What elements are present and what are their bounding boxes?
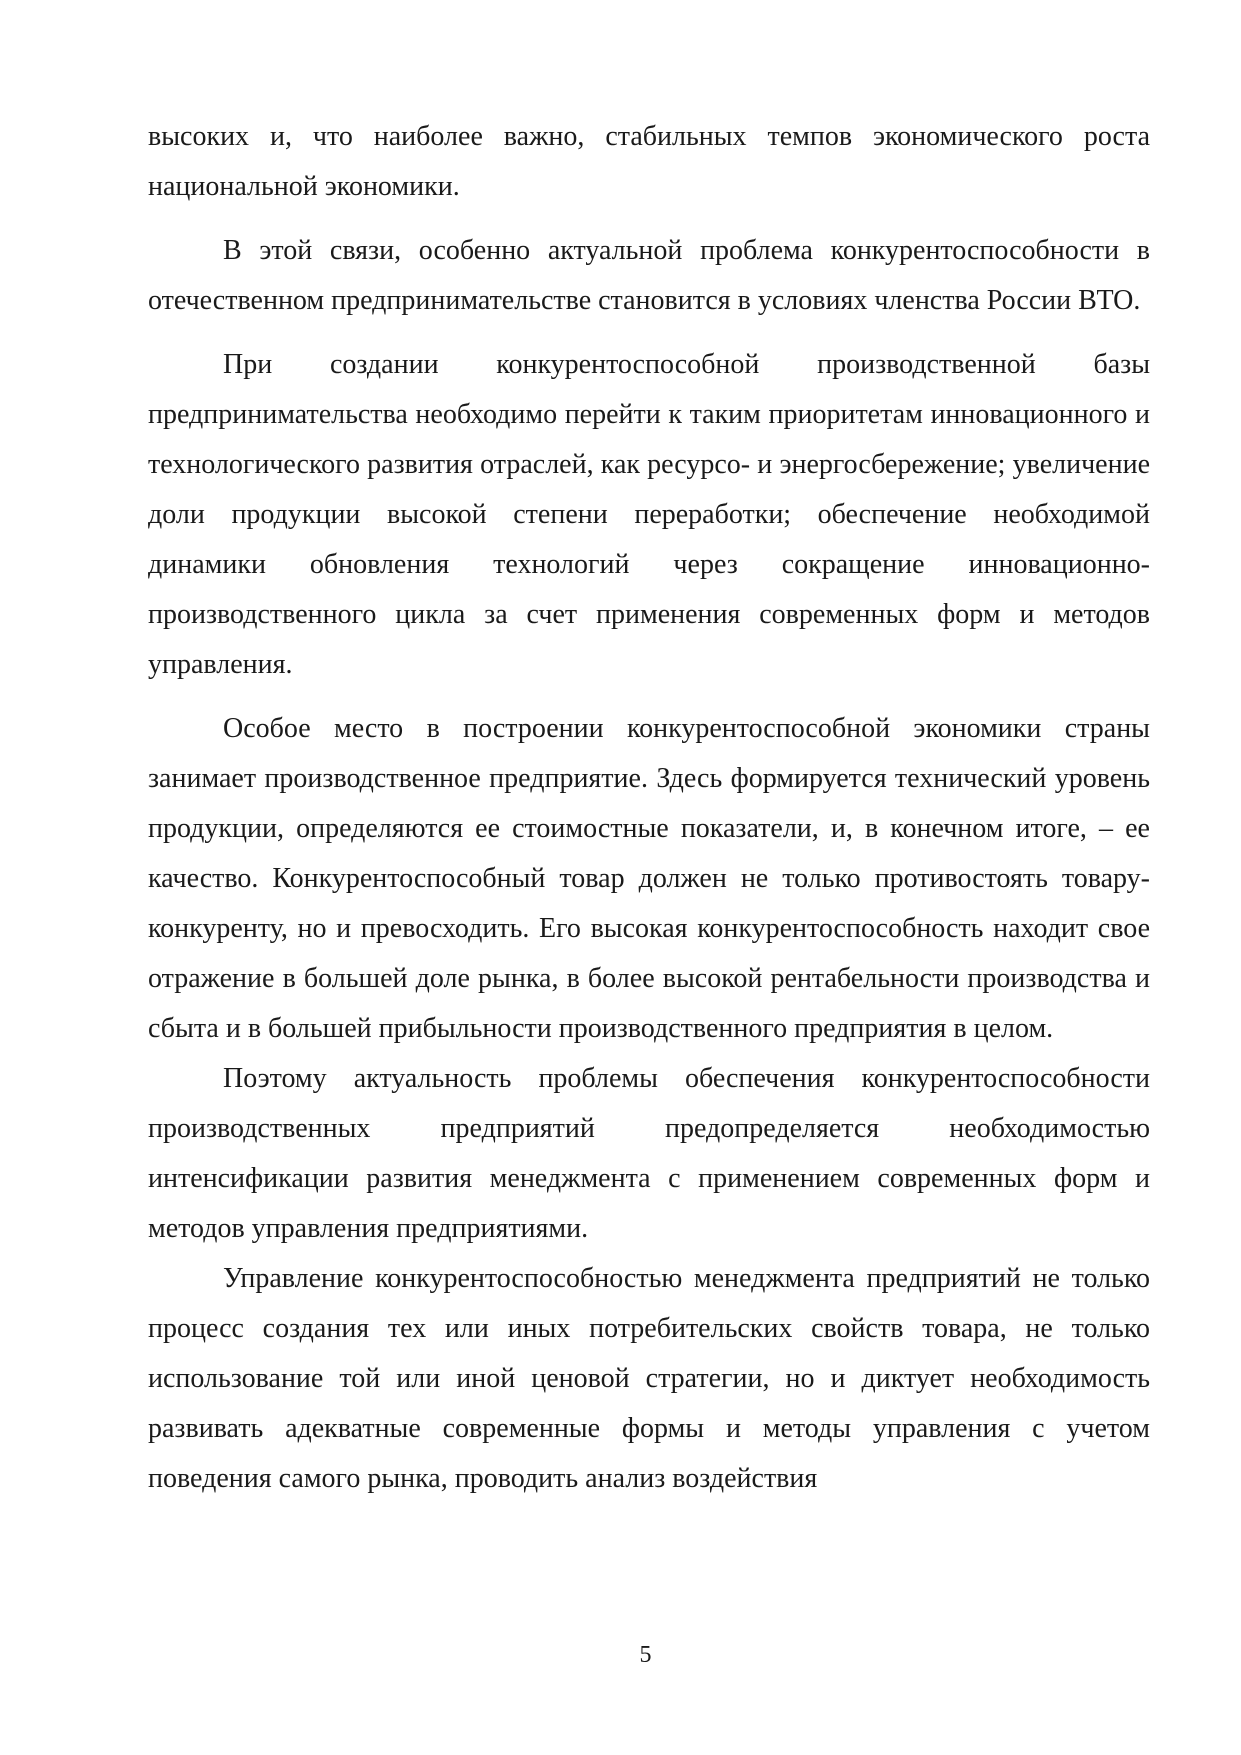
paragraph-3: При создании конкурентоспособной производственной базы предпринимательства необходимо перейти к таким приоритетам инновационного и технологического развития отраслей, как ресурсо- и энергосбережение; увеличение доли продукции высокой степени переработки; обеспечение необходимой динамики обновления технологий через сокращение инновационно-производственного цикла за счет применения современных форм и методов управления. [148, 349, 1150, 680]
paragraph-4: Особое место в построении конкурентоспособной экономики страны занимает производственное предприятие. Здесь формируется технический уровень продукции, определяются ее стоимостные показатели, и, в конечном итоге, – ее качество. Конкурентоспособный товар должен не только противостоять товару-конкуренту, но и превосходить. Его высокая конкурентоспособность находит свое отражение в большей доле рынка, в более высокой рентабельности производства и сбыта и в большей прибыльности производственного предприятия в целом. [148, 713, 1150, 1044]
paragraph-6: Управление конкурентоспособностью менеджмента предприятий не только процесс создания тех или иных потребительских свойств товара, не только использование той или иной ценовой стратегии, но и диктует необходимость развивать адекватные современные формы и методы управления с учетом поведения самого рынка, проводить анализ воздействия [148, 1263, 1150, 1494]
document-body [148, 112, 1150, 1504]
page-number: 5 [639, 1642, 652, 1668]
paragraph-1: высоких и, что наиболее важно, стабильных темпов экономического роста национальной экономики. [148, 121, 1150, 202]
paragraph-2: В этой связи, особенно актуальной проблема конкурентоспособности в отечественном предпринимательстве становится в условиях членства России ВТО. [148, 235, 1150, 316]
paragraph-5: Поэтому актуальность проблемы обеспечения конкурентоспособности производственных предприятий предопределяется необходимостью интенсификации развития менеджмента с применением современных форм и методов управления предприятиями. [148, 1063, 1150, 1244]
